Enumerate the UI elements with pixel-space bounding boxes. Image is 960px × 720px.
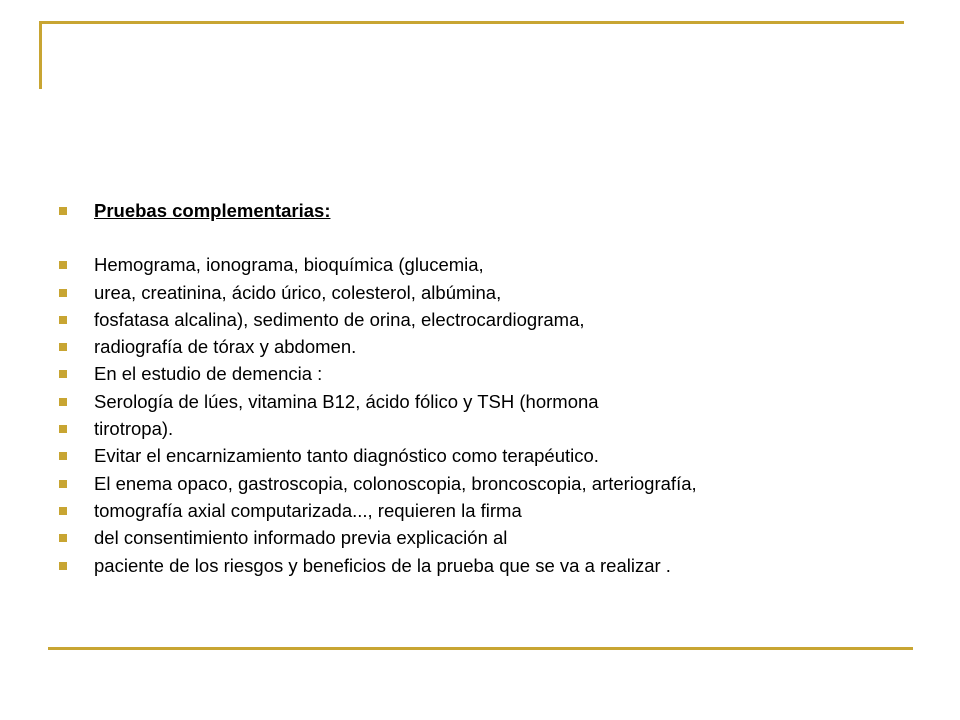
- top-vertical-rule: [39, 21, 42, 89]
- list-item-text: Hemograma, ionograma, bioquímica (glucemia,: [94, 254, 484, 276]
- list-item: [57, 333, 917, 360]
- square-bullet-icon: [59, 207, 67, 215]
- list-item: [57, 360, 917, 387]
- square-bullet-icon: [59, 398, 67, 406]
- square-bullet-icon: [59, 534, 67, 542]
- list-item: [57, 415, 917, 442]
- list-item-text: Evitar el encarnizamiento tanto diagnóstico como terapéutico.: [94, 445, 599, 467]
- square-bullet-icon: [59, 289, 67, 297]
- square-bullet-icon: [59, 316, 67, 324]
- list-item: [57, 306, 917, 333]
- list-item: [57, 388, 917, 415]
- list-item-text: radiografía de tórax y abdomen.: [94, 336, 357, 358]
- list-item: [57, 279, 917, 306]
- list-item: [57, 524, 917, 551]
- list-item: [57, 442, 917, 469]
- list-item: [57, 497, 917, 524]
- square-bullet-icon: [59, 343, 67, 351]
- square-bullet-icon: [59, 562, 67, 570]
- list-item-text: paciente de los riesgos y beneficios de la prueba que se va a realizar .: [94, 554, 671, 576]
- list-item-text: El enema opaco, gastroscopia, colonoscopia, broncoscopia, arteriografía,: [94, 472, 697, 494]
- square-bullet-icon: [59, 261, 67, 269]
- list-item-text: Serología de lúes, vitamina B12, ácido fólico y TSH (hormona: [94, 390, 599, 412]
- bullet-heading: [57, 197, 917, 224]
- square-bullet-icon: [59, 370, 67, 378]
- list-item-text: urea, creatinina, ácido úrico, colesterol, albúmina,: [94, 281, 502, 303]
- list-item: [57, 552, 917, 579]
- heading-text: Pruebas complementarias:: [94, 200, 331, 221]
- square-bullet-icon: [59, 507, 67, 515]
- bullet-list: [57, 197, 917, 579]
- top-horizontal-rule: [39, 21, 904, 24]
- list-item-text: tomografía axial computarizada..., requieren la firma: [94, 499, 522, 521]
- list-item-text: En el estudio de demencia :: [94, 363, 323, 385]
- square-bullet-icon: [59, 425, 67, 433]
- list-item-text: tirotropa).: [94, 418, 174, 440]
- bottom-horizontal-rule: [48, 647, 913, 650]
- list-item-text: del consentimiento informado previa explicación al: [94, 527, 508, 549]
- list-item-text: fosfatasa alcalina), sedimento de orina, electrocardiograma,: [94, 308, 585, 330]
- list-item: [57, 470, 917, 497]
- square-bullet-icon: [59, 480, 67, 488]
- square-bullet-icon: [59, 452, 67, 460]
- list-item: [57, 251, 917, 278]
